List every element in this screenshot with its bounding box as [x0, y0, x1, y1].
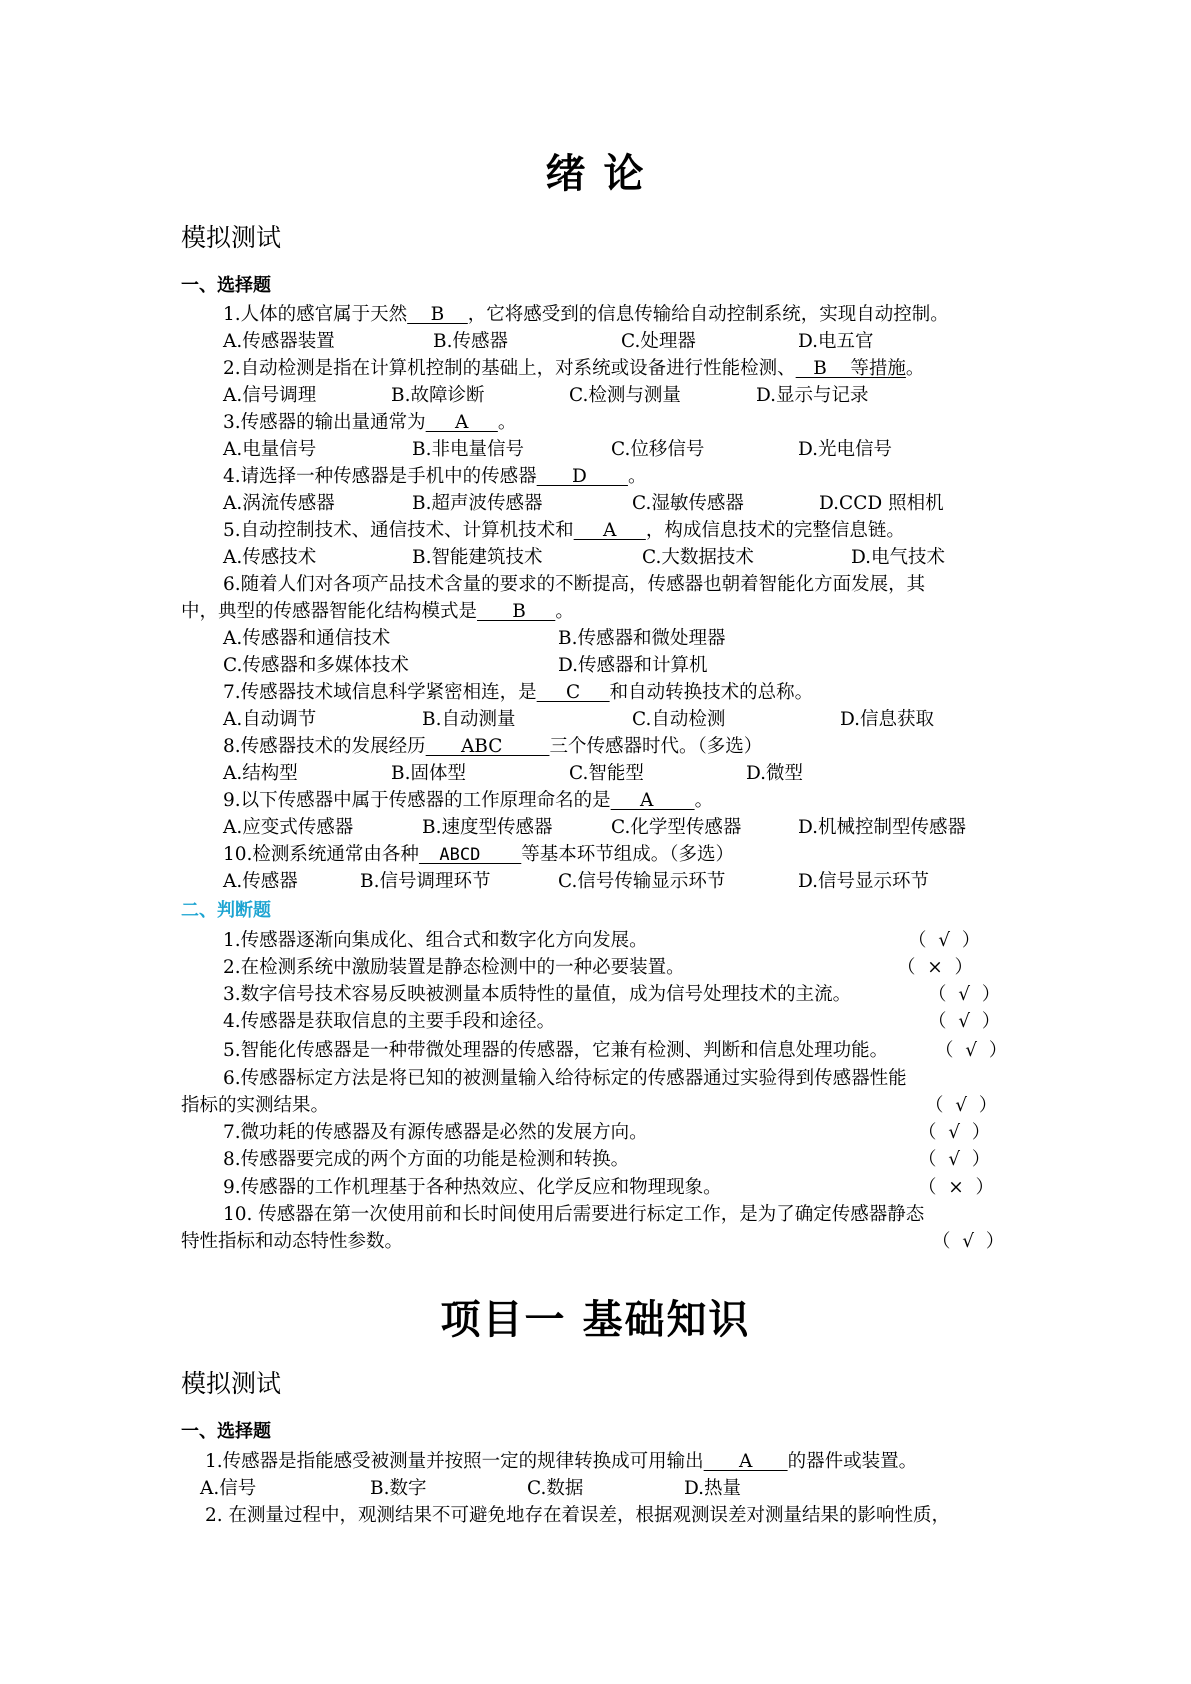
judge-mark: （ √ ）	[908, 930, 981, 951]
project-title: 项目一 基础知识	[440, 1297, 751, 1343]
answer-blank: B	[407, 304, 468, 325]
question-8: 8.传感器技术的发展经历 ABC 三个传感器时代。（多选）	[223, 736, 763, 757]
judge-section-header: 二、判断题	[181, 900, 271, 921]
section-subtitle: 模拟测试	[181, 1369, 282, 1398]
judge-item-9: 9.传感器的工作机理基于各种热效应、化学反应和物理现象。	[223, 1177, 722, 1198]
option-c: C.大数据技术	[642, 547, 754, 568]
answer-blank: A	[610, 790, 695, 811]
judge-item-5: 5.智能化传感器是一种带微处理器的传感器，它兼有检测、判断和信息处理功能。	[223, 1040, 889, 1061]
answer-blank: ABC	[425, 736, 550, 757]
choice-section-header: 一、选择题	[181, 275, 271, 296]
project-question-2: 2. 在测量过程中，观测结果不可避免地存在着误差，根据观测误差对测量结果的影响性质，	[205, 1505, 951, 1526]
judge-item-6-cont: 指标的实测结果。	[181, 1095, 330, 1116]
option-c: C.自动检测	[632, 709, 726, 730]
option-a: A.电量信号	[223, 439, 317, 460]
option-b: B.速度型传感器	[422, 817, 553, 838]
option-b: B.自动测量	[422, 709, 516, 730]
judge-mark: （ √ ）	[932, 1231, 1005, 1252]
judge-item-8: 8.传感器要完成的两个方面的功能是检测和转换。	[223, 1149, 630, 1170]
option-c: C.传感器和多媒体技术	[223, 655, 409, 676]
option-a: A.结构型	[223, 763, 298, 784]
answer-blank: A	[703, 1451, 788, 1472]
option-c: C.检测与测量	[569, 385, 681, 406]
option-a: A.传感技术	[223, 547, 317, 568]
question-10: 10.检测系统通常由各种 ABCD 等基本环节组成。（多选）	[223, 844, 735, 865]
judge-item-1: 1.传感器逐渐向集成化、组合式和数字化方向发展。	[223, 930, 648, 951]
option-d: D.光电信号	[798, 439, 893, 460]
judge-mark: （ √ ）	[928, 984, 1001, 1005]
option-a: A.传感器	[223, 871, 298, 892]
answer-blank: A	[573, 520, 646, 541]
question-2: 2.自动检测是指在计算机控制的基础上，对系统或设备进行性能检测、 B 等措施。	[223, 358, 925, 379]
answer-blank: ABCD	[418, 845, 522, 865]
option-c: C.智能型	[569, 763, 644, 784]
option-c: C.数据	[527, 1478, 584, 1499]
judge-mark: （ √ ）	[935, 1040, 1008, 1061]
option-d: D.微型	[746, 763, 804, 784]
question-6: 6.随着人们对各项产品技术含量的要求的不断提高，传感器也朝着智能化方面发展，其	[223, 574, 926, 595]
option-d: D.传感器和计算机	[558, 655, 708, 676]
option-d: D.电五官	[798, 331, 874, 352]
option-b: B.超声波传感器	[412, 493, 543, 514]
answer-blank: D	[536, 466, 628, 487]
option-b: B.故障诊断	[391, 385, 485, 406]
option-c: C.化学型传感器	[611, 817, 742, 838]
option-d: D.机械控制型传感器	[798, 817, 967, 838]
judge-mark: （ × ）	[918, 1177, 995, 1198]
option-b: B.传感器	[433, 331, 508, 352]
question-5: 5.自动控制技术、通信技术、计算机技术和 A ，构成信息技术的完整信息链。	[223, 520, 905, 541]
judge-mark: （ √ ）	[918, 1122, 991, 1143]
judge-item-10: 10. 传感器在第一次使用前和长时间使用后需要进行标定工作，是为了确定传感器静态	[223, 1204, 925, 1225]
question-4: 4.请选择一种传感器是手机中的传感器 D 。	[223, 466, 647, 487]
chapter-title: 绪 论	[545, 151, 646, 197]
choice-section-header: 一、选择题	[181, 1421, 271, 1442]
option-a: A.涡流传感器	[223, 493, 335, 514]
judge-item-4: 4.传感器是获取信息的主要手段和途径。	[223, 1011, 556, 1032]
option-a: A.信号	[200, 1478, 257, 1499]
option-d: D.CCD 照相机	[819, 493, 944, 514]
answer-blank: C	[536, 682, 610, 703]
judge-mark: （ √ ）	[928, 1011, 1001, 1032]
option-d: D.电气技术	[851, 547, 946, 568]
question-3: 3.传感器的输出量通常为 A 。	[223, 412, 517, 433]
judge-item-3: 3.数字信号技术容易反映被测量本质特性的量值，成为信号处理技术的主流。	[223, 984, 852, 1005]
option-b: B.固体型	[391, 763, 466, 784]
option-b: B.数字	[370, 1478, 427, 1499]
answer-blank: A	[425, 412, 498, 433]
question-7: 7.传感器技术域信息科学紧密相连，是 C 和自动转换技术的总称。	[223, 682, 814, 703]
project-question-1: 1.传感器是指能感受被测量并按照一定的规律转换成可用输出 A 的器件或装置。	[205, 1451, 918, 1472]
judge-mark: （ × ）	[897, 957, 974, 978]
option-a: A.自动调节	[223, 709, 317, 730]
option-a: A.应变式传感器	[223, 817, 354, 838]
judge-mark: （ √ ）	[925, 1095, 998, 1116]
option-b: B.非电量信号	[412, 439, 524, 460]
option-d: D.热量	[684, 1478, 742, 1499]
question-1: 1.人体的感官属于天然 B ，它将感受到的信息传输给自动控制系统，实现自动控制。	[223, 304, 949, 325]
option-c: C.信号传输显示环节	[558, 871, 726, 892]
option-c: C.位移信号	[611, 439, 705, 460]
judge-item-2: 2.在检测系统中激励装置是静态检测中的一种必要装置。	[223, 957, 685, 978]
option-d: D.显示与记录	[756, 385, 869, 406]
answer-blank: B 等措施	[795, 358, 906, 379]
answer-blank: B	[477, 601, 556, 622]
option-a: A.传感器装置	[223, 331, 335, 352]
option-a: A.信号调理	[223, 385, 317, 406]
section-subtitle: 模拟测试	[181, 223, 282, 252]
judge-item-7: 7.微功耗的传感器及有源传感器是必然的发展方向。	[223, 1122, 648, 1143]
option-c: C.处理器	[621, 331, 696, 352]
option-c: C.湿敏传感器	[632, 493, 744, 514]
judge-item-6: 6.传感器标定方法是将已知的被测量输入给待标定的传感器通过实验得到传感器性能	[223, 1068, 907, 1089]
option-d: D.信号显示环节	[798, 871, 930, 892]
option-b: B.传感器和微处理器	[558, 628, 726, 649]
question-9: 9.以下传感器中属于传感器的工作原理命名的是 A 。	[223, 790, 714, 811]
judge-item-10-cont: 特性指标和动态特性参数。	[181, 1231, 404, 1252]
option-d: D.信息获取	[840, 709, 935, 730]
option-b: B.信号调理环节	[360, 871, 491, 892]
option-b: B.智能建筑技术	[412, 547, 543, 568]
option-a: A.传感器和通信技术	[223, 628, 391, 649]
question-6-cont: 中，典型的传感器智能化结构模式是 B 。	[181, 601, 574, 622]
judge-mark: （ √ ）	[918, 1149, 991, 1170]
